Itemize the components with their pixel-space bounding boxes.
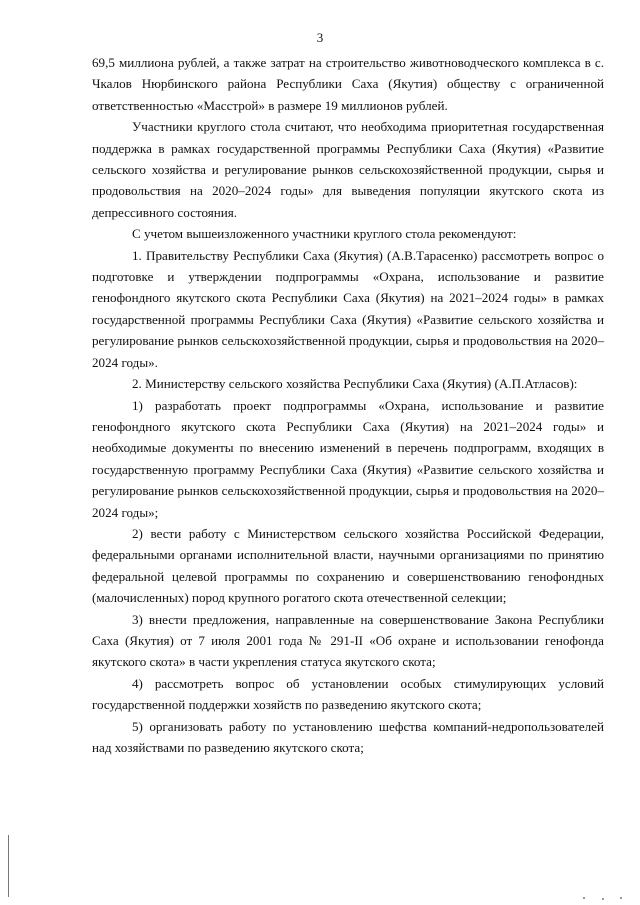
list-item-federal-work: 2) вести работу с Министерством сельского хозяйства Российской Федерации, федеральными органами исполнительной власти, научными организациями по принятию федеральной целевой программы по сохранению и совершенствованию генофондных (малочисленных) пород крупного рогатого скота отечественной селекции; <box>92 525 604 606</box>
scan-speck <box>602 898 604 900</box>
paragraph-state-support: Участники круглого стола считают, что необходима приоритетная государственная поддержка в рамках государственной программы Республики Саха (Якутия) «Развитие сельского хозяйства и регулирование рынков сельскохозяйственной продукции, сырья и продовольствия на 2020–2024 годы» для выведения популяции якутского скота из депрессивного состояния. <box>92 119 604 220</box>
page-number: 3 <box>316 30 324 45</box>
scan-margin-line <box>8 835 9 897</box>
paragraph-recommendation-ministry: 2. Министерству сельского хозяйства Республики Саха (Якутия) (А.П.Атласов): <box>132 376 578 392</box>
list-item-patronage: 5) организовать работу по установлению шефства компаний-недропользователей над хозяйствами по разведению якутского скота; <box>92 718 604 755</box>
paragraph-funding: 69,5 миллиона рублей, а также затрат на строительство животноводческого комплекса в с. Чкалов Нюрбинского района Республики Саха (Якутия) обществу с ограниченной ответственностью «Масстрой» в размере 19 миллионов рублей. <box>92 55 604 113</box>
document-body <box>92 52 604 758</box>
list-item-law-proposals: 3) внести предложения, направленные на совершенствование Закона Республики Саха (Якутия) от 7 июля 2001 года № 291-II «Об охране и использовании генофонда якутского скота» в части укрепления статуса якутского скота; <box>92 611 604 670</box>
paragraph-recommendations-intro: С учетом вышеизложенного участники круглого стола рекомендуют: <box>132 226 517 242</box>
list-item-develop-subprogram: 1) разработать проект подпрограммы «Охрана, использование и развитие генофондного якутского скота Республики Саха (Якутия) на 2021–2024 годы» и необходимые документы по внесению изменений в перечень подпрограмм, входящих в государственную программу Республики Саха (Якутия) «Развитие сельского хозяйства и регулирование рынков сельскохозяйственной продукции, сырья и продовольствия на 2020–2024 годы»; <box>92 397 604 520</box>
scan-speck <box>620 897 622 899</box>
scan-speck <box>583 897 585 899</box>
list-item-incentives: 4) рассмотреть вопрос об установлении особых стимулирующих условий государственной поддержки хозяйств по разведению якутского скота; <box>92 675 604 713</box>
paragraph-recommendation-government: 1. Правительству Республики Саха (Якутия) (А.В.Тарасенко) рассмотреть вопрос о подготовке и утверждении подпрограммы «Охрана, использование и развитие генофондного якутского скота Республики Саха (Якутия) на 2021–2024 годы» в рамках государственной программы Республики Саха (Якутия) «Развитие сельского хозяйства и регулирование рынков сельскохозяйственной продукции, сырья и продовольствия на 2020–2024 годы». <box>92 247 604 370</box>
